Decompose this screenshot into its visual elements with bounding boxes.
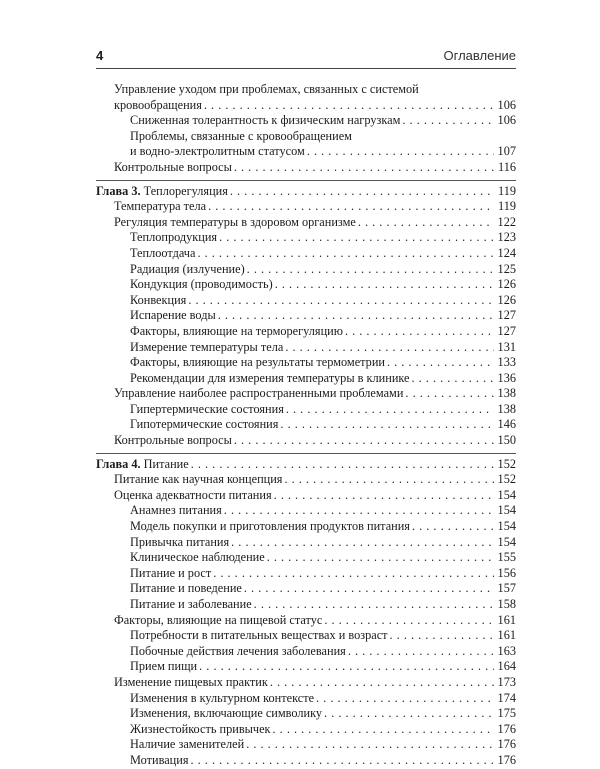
toc-entry: [96, 246, 516, 262]
toc-entry-row: [114, 386, 516, 402]
chapter-title: [96, 457, 189, 473]
toc-entry-title: Питание и заболевание: [130, 597, 252, 611]
toc-page-number: 131: [497, 339, 516, 354]
toc-entry: [96, 340, 516, 356]
dot-leader: [405, 386, 494, 402]
toc-entry-title: Теплопродукция: [130, 230, 218, 245]
toc-page-number: 138: [497, 386, 516, 401]
toc-page-number: 119: [498, 183, 516, 198]
toc-entry: [96, 371, 516, 387]
toc-page-number: 176: [497, 737, 516, 752]
toc-entry: [96, 675, 516, 691]
chapter-name: Питание: [143, 456, 189, 471]
toc-entry-title: Питание и поведение: [130, 581, 242, 596]
dot-leader: [204, 98, 494, 114]
dot-leader: [270, 675, 494, 691]
toc-entry-row: [130, 581, 516, 597]
toc-entry: [96, 215, 516, 231]
header-rule: [96, 68, 516, 69]
toc-entry-row: [130, 659, 516, 675]
toc-page-number: 116: [498, 159, 516, 174]
toc-entry-title: Изменение пищевых практик: [114, 674, 268, 689]
toc-page-number: 119: [498, 199, 516, 214]
toc-entry-title: Испарение воды: [130, 308, 216, 323]
toc-page-number: 155: [497, 550, 516, 565]
toc-entry: [96, 402, 516, 418]
toc-entry-row: [130, 246, 516, 262]
toc-entry-row: [114, 98, 516, 114]
toc-page-number: 152: [497, 456, 516, 471]
toc-entry-row: [130, 355, 516, 371]
toc-page-number: 125: [497, 261, 516, 276]
toc-entry: [96, 753, 516, 769]
toc-entry-row: [130, 566, 516, 582]
toc-entry-title: и водно-электролитным статусом: [130, 144, 305, 159]
dot-leader: [280, 417, 494, 433]
dot-leader: [316, 691, 494, 707]
toc-page-number: 175: [497, 706, 516, 721]
toc-page-number: 136: [497, 370, 516, 385]
toc-entry-title: Факторы, влияющие на терморегуляцию: [130, 323, 343, 338]
dot-leader: [234, 160, 494, 176]
toc-entry: [96, 535, 516, 551]
toc-entry: [96, 737, 516, 753]
dot-leader: [244, 581, 494, 597]
toc-entry-line: Управление уходом при проблемах, связанных с системой: [114, 82, 419, 96]
toc-entry: [96, 659, 516, 675]
toc-entry-row: [130, 535, 516, 551]
dot-leader: [324, 613, 494, 629]
toc-page-number: 106: [497, 97, 516, 112]
toc-entry-title: Измерение температуры тела: [130, 339, 284, 354]
toc-entry-row: [114, 488, 516, 504]
toc-page-number: 173: [497, 674, 516, 689]
toc-page-number: 154: [497, 519, 516, 534]
toc-entry: [96, 613, 516, 629]
toc-entry: [96, 129, 516, 160]
dot-leader: [345, 324, 494, 340]
toc-entry-title: Рекомендации для измерения температуры в клинике: [130, 370, 410, 385]
toc-entry-title: Модель покупки и приготовления продуктов питания: [130, 519, 410, 534]
dot-leader: [254, 597, 494, 613]
toc-entry: [96, 644, 516, 660]
toc-entry-row: [130, 113, 516, 129]
toc-entry-row: [130, 402, 516, 418]
toc-entry: [96, 277, 516, 293]
dot-leader: [231, 535, 494, 551]
dot-leader: [199, 659, 494, 675]
dot-leader: [218, 308, 494, 324]
toc-page-number: 126: [497, 277, 516, 292]
dot-leader: [348, 644, 494, 660]
table-of-contents: [96, 82, 516, 769]
dot-leader: [246, 737, 494, 753]
toc-entry-title: Привычка питания: [130, 534, 230, 549]
toc-entry-title: Контрольные вопросы: [114, 159, 232, 174]
toc-entry-title: Контрольные вопросы: [114, 433, 232, 448]
toc-entry-row: [130, 503, 516, 519]
toc-chapter-3: [96, 184, 516, 449]
toc-page-number: 163: [497, 643, 516, 658]
toc-entry: [96, 417, 516, 433]
chapter-label: Глава 3.: [96, 183, 141, 198]
dot-leader: [412, 519, 494, 535]
toc-entry-title: Температура тела: [114, 199, 207, 214]
dot-leader: [234, 433, 494, 449]
toc-entry: [96, 628, 516, 644]
toc-entry-row: [130, 644, 516, 660]
toc-entry: [96, 566, 516, 582]
toc-page-number: 127: [497, 323, 516, 338]
toc-entry-title: Гипертермические состояния: [130, 401, 284, 416]
toc-block-chapter2-end: [96, 82, 516, 176]
toc-entry-row: [130, 722, 516, 738]
toc-entry-title: Оценка адекватности питания: [114, 487, 272, 502]
toc-entry-row: [114, 160, 516, 176]
toc-page-number: 154: [497, 487, 516, 502]
toc-page-number: 176: [497, 752, 516, 767]
toc-entry-row: [114, 199, 516, 215]
toc-page-number: 138: [497, 401, 516, 416]
dot-leader: [358, 215, 494, 231]
toc-entry-title: Мотивация: [130, 752, 189, 767]
toc-entry-row: [130, 277, 516, 293]
toc-entry: [96, 722, 516, 738]
toc-entry-row: [130, 753, 516, 769]
toc-entry: [96, 691, 516, 707]
toc-entry-title: Клиническое наблюдение: [130, 550, 265, 565]
dot-leader: [402, 113, 494, 129]
dot-leader: [191, 457, 494, 473]
toc-page-number: 157: [497, 581, 516, 596]
toc-page-number: 164: [497, 659, 516, 674]
toc-entry: [96, 262, 516, 278]
toc-entry-title: Конвекция: [130, 292, 187, 307]
toc-entry-title: Наличие заменителей: [130, 737, 245, 752]
toc-page-number: 106: [497, 113, 516, 128]
toc-page-number: 174: [497, 690, 516, 705]
dot-leader: [219, 230, 494, 246]
chapter-heading: [96, 184, 516, 200]
toc-chapter-4: [96, 457, 516, 769]
toc-entry-title: Теплоотдача: [130, 245, 196, 260]
toc-entry-row: [130, 706, 516, 722]
toc-entry-title: Жизнестойкость привычек: [130, 721, 271, 736]
toc-entry-title: Радиация (излучение): [130, 261, 245, 276]
toc-entry-row: [130, 597, 516, 613]
toc-entry-row: [114, 433, 516, 449]
dot-leader: [274, 488, 494, 504]
toc-entry-title: кровообращения: [114, 97, 202, 112]
toc-entry: [96, 308, 516, 324]
toc-page-number: 154: [497, 534, 516, 549]
chapter-heading: [96, 457, 516, 473]
dot-leader: [324, 706, 494, 722]
toc-entry-row: [130, 550, 516, 566]
toc-entry: [96, 113, 516, 129]
toc-entry-title: Питание и рост: [130, 565, 212, 580]
toc-entry-title: Питание как научная концепция: [114, 472, 283, 487]
toc-entry-row: [130, 519, 516, 535]
toc-entry-row: [114, 675, 516, 691]
toc-entry: [96, 386, 516, 402]
running-head: Оглавление: [443, 48, 516, 63]
toc-page-number: 161: [497, 612, 516, 627]
toc-entry-title: Анамнез питания: [130, 503, 222, 518]
toc-entry-title: Потребности в питательных веществах и возраст: [130, 628, 388, 643]
chapter-label: Глава 4.: [96, 456, 141, 471]
chapter-divider: [96, 453, 516, 454]
toc-entry-row: [130, 144, 516, 160]
toc-entry: [96, 472, 516, 488]
dot-leader: [191, 753, 495, 769]
dot-leader: [188, 293, 494, 309]
toc-page-number: 152: [497, 472, 516, 487]
dot-leader: [197, 246, 494, 262]
toc-entry: [96, 597, 516, 613]
dot-leader: [230, 184, 494, 200]
dot-leader: [285, 340, 494, 356]
toc-entry-row: [130, 691, 516, 707]
toc-entry-row: [130, 417, 516, 433]
toc-entry: [96, 160, 516, 176]
toc-entry-title: Факторы, влияющие на пищевой статус: [114, 612, 323, 627]
toc-entry-row: [114, 472, 516, 488]
dot-leader: [267, 550, 494, 566]
chapter-title: [96, 184, 228, 200]
toc-page-number: 146: [497, 417, 516, 432]
dot-leader: [284, 472, 494, 488]
dot-leader: [286, 402, 494, 418]
toc-page-number: 127: [497, 308, 516, 323]
dot-leader: [387, 355, 494, 371]
toc-entry-row: [130, 628, 516, 644]
toc-entry: [96, 324, 516, 340]
toc-entry-row: [130, 371, 516, 387]
toc-entry-row: [130, 262, 516, 278]
dot-leader: [307, 144, 494, 160]
toc-entry-row: [130, 340, 516, 356]
toc-entry-row: [130, 230, 516, 246]
toc-entry: [96, 82, 516, 113]
toc-entry-title: Факторы, влияющие на результаты термометрии: [130, 355, 385, 370]
chapter-divider: [96, 180, 516, 181]
dot-leader: [390, 628, 494, 644]
dot-leader: [275, 277, 494, 293]
dot-leader: [213, 566, 494, 582]
toc-entry-line: Проблемы, связанные с кровообращением: [130, 128, 352, 143]
dot-leader: [412, 371, 494, 387]
toc-page-number: 176: [497, 721, 516, 736]
toc-entry-title: Сниженная толерантность к физическим нагрузкам: [130, 113, 401, 128]
toc-page-number: 123: [497, 230, 516, 245]
toc-entry: [96, 581, 516, 597]
toc-page-number: 107: [497, 144, 516, 159]
toc-entry: [96, 230, 516, 246]
toc-entry: [96, 488, 516, 504]
toc-entry-row: [114, 613, 516, 629]
toc-entry-row: [130, 324, 516, 340]
toc-entry-title: Побочные действия лечения заболевания: [130, 643, 346, 658]
dot-leader: [224, 503, 494, 519]
toc-entry-title: Изменения, включающие символику: [130, 706, 323, 721]
toc-page-number: 124: [497, 245, 516, 260]
toc-entry-title: Гипотермические состояния: [130, 417, 279, 432]
page-number: 4: [96, 48, 104, 63]
toc-entry: [96, 503, 516, 519]
toc-entry: [96, 355, 516, 371]
chapter-name: Теплорегуляция: [143, 183, 228, 198]
toc-entry: [96, 550, 516, 566]
toc-page-number: 133: [497, 355, 516, 370]
toc-entry-row: [130, 293, 516, 309]
toc-entry-title: Прием пищи: [130, 659, 198, 674]
toc-page-number: 122: [497, 214, 516, 229]
toc-entry-row: [130, 737, 516, 753]
toc-entry: [96, 433, 516, 449]
dot-leader: [208, 199, 494, 215]
toc-entry-title: Управление наиболее распространенными проблемами: [114, 386, 404, 401]
page-header: [96, 48, 516, 70]
toc-page-number: 158: [497, 597, 516, 611]
toc-page-number: 161: [497, 628, 516, 643]
toc-entry-title: Кондукция (проводимость): [130, 277, 273, 292]
toc-entry: [96, 519, 516, 535]
toc-page-number: 126: [497, 292, 516, 307]
toc-entry: [96, 706, 516, 722]
toc-page-number: 154: [497, 503, 516, 518]
toc-entry: [96, 199, 516, 215]
toc-entry-title: Регуляция температуры в здоровом организме: [114, 214, 356, 229]
toc-page-number: 156: [497, 565, 516, 580]
toc-page-number: 150: [497, 433, 516, 448]
toc-entry-row: [114, 215, 516, 231]
dot-leader: [247, 262, 494, 278]
toc-entry-title: Изменения в культурном контексте: [130, 690, 315, 705]
dot-leader: [273, 722, 494, 738]
toc-entry: [96, 293, 516, 309]
toc-entry-row: [130, 308, 516, 324]
